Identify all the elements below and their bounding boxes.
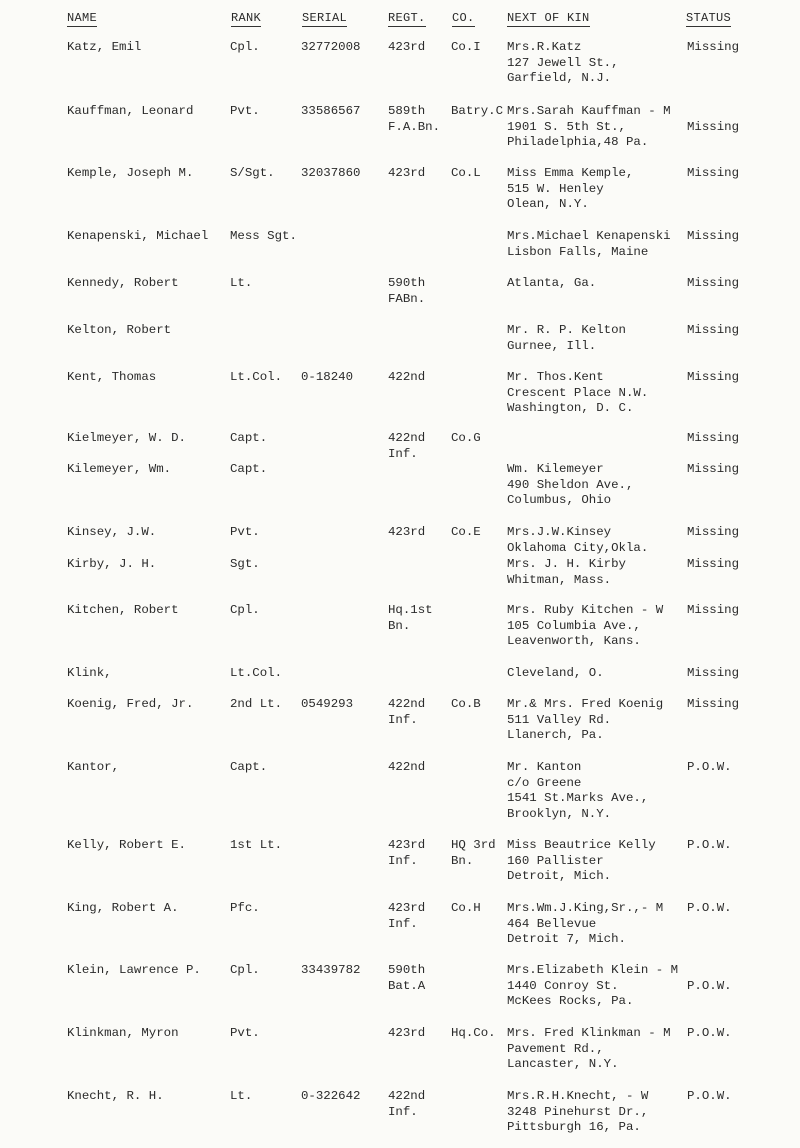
rank-cell: 1st Lt. bbox=[230, 838, 283, 852]
next-of-kin-cell-line: Pavement Rd., bbox=[507, 1041, 604, 1056]
next-of-kin-cell-line: Mrs.Sarah Kauffman - M bbox=[507, 104, 671, 118]
status-cell: P.O.W. bbox=[687, 901, 732, 915]
header-serial: SERIAL bbox=[302, 11, 348, 25]
next-of-kin-cell-line: Garfield, N.J. bbox=[507, 71, 612, 85]
status-cell: Missing bbox=[687, 603, 740, 617]
company-cell-line: HQ 3rd bbox=[451, 838, 496, 852]
company-cell-line: Co.G bbox=[451, 431, 481, 445]
name-cell: Katz, Emil bbox=[67, 40, 142, 54]
regiment-cell bbox=[388, 697, 425, 728]
status-cell: Missing bbox=[687, 370, 740, 384]
name-cell: Kilemeyer, Wm. bbox=[67, 462, 172, 476]
next-of-kin-cell-line: Mrs.Michael Kenapenski bbox=[507, 229, 671, 243]
next-of-kin-cell-line: Mrs.Wm.J.King,Sr.,- M bbox=[507, 901, 664, 915]
next-of-kin-cell bbox=[507, 40, 619, 87]
status-cell: Missing bbox=[687, 229, 740, 243]
name-cell: King, Robert A. bbox=[67, 901, 179, 915]
rank-cell: Pvt. bbox=[230, 525, 260, 539]
next-of-kin-cell bbox=[507, 323, 626, 354]
next-of-kin-cell-line: Brooklyn, N.Y. bbox=[507, 806, 612, 821]
company-cell bbox=[451, 838, 496, 869]
name-cell: Klinkman, Myron bbox=[67, 1026, 179, 1040]
name-cell: Knecht, R. H. bbox=[67, 1089, 164, 1103]
company-cell-line: Batry.C bbox=[451, 104, 504, 118]
company-cell-line: Co.B bbox=[451, 697, 481, 711]
next-of-kin-cell-line: Lisbon Falls, Maine bbox=[507, 244, 649, 259]
header-name: NAME bbox=[67, 11, 98, 25]
regiment-cell-line: 423rd bbox=[388, 40, 426, 54]
next-of-kin-cell bbox=[507, 603, 663, 650]
next-of-kin-cell-line: 464 Bellevue bbox=[507, 916, 597, 931]
next-of-kin-cell-line: McKees Rocks, Pa. bbox=[507, 994, 634, 1008]
company-cell bbox=[451, 1026, 496, 1042]
regiment-cell-line: 422nd bbox=[388, 1089, 426, 1103]
company-cell-line: Co.H bbox=[451, 901, 481, 915]
next-of-kin-cell bbox=[507, 166, 633, 213]
rank-cell: Mess Sgt. bbox=[230, 229, 297, 243]
serial-cell: 33586567 bbox=[301, 104, 361, 118]
name-cell: Koenig, Fred, Jr. bbox=[67, 697, 194, 711]
next-of-kin-cell bbox=[507, 276, 596, 292]
status-cell: Missing bbox=[687, 40, 740, 54]
regiment-cell-line: 423rd bbox=[388, 838, 426, 852]
next-of-kin-cell-line: Whitman, Mass. bbox=[507, 572, 612, 587]
regiment-cell bbox=[388, 838, 425, 869]
name-cell: Kenapenski, Michael bbox=[67, 229, 209, 243]
rank-cell: Capt. bbox=[230, 462, 268, 476]
next-of-kin-cell bbox=[507, 901, 663, 948]
rank-cell: Sgt. bbox=[230, 557, 260, 571]
regiment-cell-line: Inf. bbox=[388, 1104, 418, 1119]
next-of-kin-cell-line: c/o Greene bbox=[507, 775, 582, 790]
company-cell bbox=[451, 901, 481, 917]
next-of-kin-cell-line: 127 Jewell St., bbox=[507, 55, 619, 70]
company-cell bbox=[451, 697, 481, 713]
name-cell: Kirby, J. H. bbox=[67, 557, 157, 571]
rank-cell: 2nd Lt. bbox=[230, 697, 283, 711]
company-cell bbox=[451, 40, 481, 56]
status-cell: P.O.W. bbox=[687, 1026, 732, 1040]
status-cell: Missing bbox=[687, 697, 740, 711]
regiment-cell-line: 590th bbox=[388, 276, 426, 290]
next-of-kin-cell bbox=[507, 370, 648, 417]
next-of-kin-cell-line: Miss Emma Kemple, bbox=[507, 166, 634, 180]
name-cell: Kielmeyer, W. D. bbox=[67, 431, 186, 445]
next-of-kin-cell-line: Detroit 7, Mich. bbox=[507, 932, 626, 946]
name-cell: Kitchen, Robert bbox=[67, 603, 179, 617]
next-of-kin-cell-line: Gurnee, Ill. bbox=[507, 338, 597, 353]
header-co: CO. bbox=[452, 11, 475, 25]
company-cell bbox=[451, 166, 481, 182]
regiment-cell-line: Bat.A bbox=[388, 978, 426, 993]
serial-cell: 0-18240 bbox=[301, 370, 354, 384]
status-cell: P.O.W. bbox=[687, 978, 732, 993]
status-cell: Missing bbox=[687, 557, 740, 571]
next-of-kin-cell-line: Atlanta, Ga. bbox=[507, 276, 597, 290]
name-cell: Kent, Thomas bbox=[67, 370, 157, 384]
next-of-kin-cell-line: Columbus, Ohio bbox=[507, 493, 612, 507]
next-of-kin-cell-line: Mrs.J.W.Kinsey bbox=[507, 525, 612, 539]
status-cell: Missing bbox=[687, 666, 740, 680]
next-of-kin-cell-line: 490 Sheldon Ave., bbox=[507, 477, 634, 492]
regiment-cell-line: 589th bbox=[388, 104, 426, 118]
name-cell: Kelly, Robert E. bbox=[67, 838, 186, 852]
next-of-kin-cell bbox=[507, 104, 671, 151]
company-cell bbox=[451, 525, 481, 541]
next-of-kin-cell-line: Llanerch, Pa. bbox=[507, 728, 604, 742]
regiment-cell-line: Inf. bbox=[388, 916, 418, 931]
name-cell: Klink, bbox=[67, 666, 112, 680]
next-of-kin-cell-line: Mr. R. P. Kelton bbox=[507, 323, 626, 337]
serial-cell: 32037860 bbox=[301, 166, 361, 180]
regiment-cell-line: 422nd bbox=[388, 697, 426, 711]
next-of-kin-cell bbox=[507, 557, 626, 588]
regiment-cell-line: 422nd bbox=[388, 370, 426, 384]
serial-cell: 33439782 bbox=[301, 963, 361, 977]
header-next-of-kin: NEXT OF KIN bbox=[507, 11, 590, 25]
next-of-kin-cell-line: Mr. Kanton bbox=[507, 760, 582, 774]
regiment-cell bbox=[388, 1026, 425, 1042]
next-of-kin-cell-line: 160 Pallister bbox=[507, 853, 604, 868]
regiment-cell-line: 590th bbox=[388, 963, 426, 977]
next-of-kin-cell-line: Lancaster, N.Y. bbox=[507, 1057, 619, 1071]
name-cell: Klein, Lawrence P. bbox=[67, 963, 201, 977]
regiment-cell bbox=[388, 370, 425, 386]
regiment-cell-line: Hq.1st bbox=[388, 603, 433, 617]
rank-cell: Pvt. bbox=[230, 104, 260, 118]
next-of-kin-cell-line: Detroit, Mich. bbox=[507, 869, 612, 883]
next-of-kin-cell-line: Mrs. Fred Klinkman - M bbox=[507, 1026, 671, 1040]
regiment-cell bbox=[388, 276, 425, 307]
next-of-kin-cell bbox=[507, 697, 663, 744]
status-cell: Missing bbox=[687, 462, 740, 476]
next-of-kin-cell bbox=[507, 1089, 648, 1136]
next-of-kin-cell bbox=[507, 525, 648, 556]
name-cell: Kelton, Robert bbox=[67, 323, 172, 337]
regiment-cell-line: 422nd bbox=[388, 760, 426, 774]
next-of-kin-cell bbox=[507, 462, 633, 509]
next-of-kin-cell-line: Wm. Kilemeyer bbox=[507, 462, 604, 476]
next-of-kin-cell-line: Oklahoma City,Okla. bbox=[507, 540, 649, 555]
rank-cell: Cpl. bbox=[230, 963, 260, 977]
regiment-cell bbox=[388, 104, 440, 135]
status-cell: Missing bbox=[687, 323, 740, 337]
status-cell: P.O.W. bbox=[687, 838, 732, 852]
next-of-kin-cell-line: Washington, D. C. bbox=[507, 401, 634, 415]
next-of-kin-cell-line: Leavenworth, Kans. bbox=[507, 634, 641, 648]
rank-cell: Lt. bbox=[230, 276, 253, 290]
status-cell: Missing bbox=[687, 525, 740, 539]
next-of-kin-cell-line: Mrs. J. H. Kirby bbox=[507, 557, 626, 571]
status-cell: Missing bbox=[687, 119, 740, 134]
regiment-cell-line: FABn. bbox=[388, 291, 426, 306]
rank-cell: Lt. bbox=[230, 1089, 253, 1103]
status-cell: Missing bbox=[687, 166, 740, 180]
regiment-cell bbox=[388, 525, 425, 541]
company-cell-line: Co.L bbox=[451, 166, 481, 180]
next-of-kin-cell-line: Crescent Place N.W. bbox=[507, 385, 649, 400]
company-cell-line: Hq.Co. bbox=[451, 1026, 496, 1040]
next-of-kin-cell-line: Pittsburgh 16, Pa. bbox=[507, 1120, 641, 1134]
regiment-cell bbox=[388, 40, 425, 56]
regiment-cell-line: 423rd bbox=[388, 901, 426, 915]
next-of-kin-cell-line: 1901 S. 5th St., bbox=[507, 119, 626, 134]
header-status: STATUS bbox=[686, 11, 732, 25]
status-cell: Missing bbox=[687, 431, 740, 445]
next-of-kin-cell-line: 1541 St.Marks Ave., bbox=[507, 791, 649, 805]
name-cell: Kennedy, Robert bbox=[67, 276, 179, 290]
next-of-kin-cell bbox=[507, 760, 648, 822]
company-cell-line: Co.E bbox=[451, 525, 481, 539]
rank-cell: Cpl. bbox=[230, 603, 260, 617]
next-of-kin-cell-line: Mr. Thos.Kent bbox=[507, 370, 604, 384]
regiment-cell bbox=[388, 760, 425, 776]
rank-cell: S/Sgt. bbox=[230, 166, 275, 180]
next-of-kin-cell-line: Olean, N.Y. bbox=[507, 197, 589, 211]
next-of-kin-cell bbox=[507, 963, 678, 1010]
status-cell: P.O.W. bbox=[687, 760, 732, 774]
regiment-cell-line: 423rd bbox=[388, 166, 426, 180]
next-of-kin-cell-line: Mrs.Elizabeth Klein - M bbox=[507, 963, 679, 977]
next-of-kin-cell-line: Mr.& Mrs. Fred Koenig bbox=[507, 697, 664, 711]
company-cell bbox=[451, 104, 503, 120]
header-rank: RANK bbox=[231, 11, 262, 25]
status-cell: P.O.W. bbox=[687, 1089, 732, 1103]
regiment-cell-line: Inf. bbox=[388, 712, 418, 727]
company-cell bbox=[451, 431, 481, 447]
next-of-kin-cell-line: Cleveland, O. bbox=[507, 666, 604, 680]
next-of-kin-cell bbox=[507, 666, 604, 682]
next-of-kin-cell-line: 3248 Pinehurst Dr., bbox=[507, 1104, 649, 1119]
company-cell-line: Bn. bbox=[451, 853, 474, 868]
rank-cell: Lt.Col. bbox=[230, 370, 283, 384]
serial-cell: 0549293 bbox=[301, 697, 354, 711]
name-cell: Kemple, Joseph M. bbox=[67, 166, 194, 180]
regiment-cell bbox=[388, 963, 425, 994]
regiment-cell-line: Inf. bbox=[388, 853, 418, 868]
name-cell: Kantor, bbox=[67, 760, 120, 774]
regiment-cell-line: Bn. bbox=[388, 618, 411, 633]
next-of-kin-cell-line: 511 Valley Rd. bbox=[507, 712, 612, 727]
next-of-kin-cell-line: Mrs.R.Katz bbox=[507, 40, 582, 54]
regiment-cell-line: F.A.Bn. bbox=[388, 119, 441, 134]
next-of-kin-cell-line: 515 W. Henley bbox=[507, 181, 604, 196]
next-of-kin-cell bbox=[507, 838, 656, 885]
serial-cell: 0-322642 bbox=[301, 1089, 361, 1103]
next-of-kin-cell-line: 105 Columbia Ave., bbox=[507, 618, 641, 633]
next-of-kin-cell-line: Philadelphia,48 Pa. bbox=[507, 135, 649, 149]
next-of-kin-cell-line: 1440 Conroy St. bbox=[507, 978, 619, 993]
header-regt: REGT. bbox=[388, 11, 426, 25]
regiment-cell-line: Inf. bbox=[388, 446, 418, 461]
company-cell-line: Co.I bbox=[451, 40, 481, 54]
regiment-cell-line: 423rd bbox=[388, 1026, 426, 1040]
next-of-kin-cell-line: Mrs. Ruby Kitchen - W bbox=[507, 603, 664, 617]
regiment-cell bbox=[388, 901, 425, 932]
regiment-cell-line: 422nd bbox=[388, 431, 426, 445]
regiment-cell bbox=[388, 431, 425, 462]
next-of-kin-cell bbox=[507, 1026, 671, 1073]
serial-cell: 32772008 bbox=[301, 40, 361, 54]
rank-cell: Capt. bbox=[230, 431, 268, 445]
rank-cell: Pfc. bbox=[230, 901, 260, 915]
next-of-kin-cell bbox=[507, 229, 671, 260]
rank-cell: Pvt. bbox=[230, 1026, 260, 1040]
regiment-cell bbox=[388, 166, 425, 182]
name-cell: Kauffman, Leonard bbox=[67, 104, 194, 118]
rank-cell: Lt.Col. bbox=[230, 666, 283, 680]
status-cell: Missing bbox=[687, 276, 740, 290]
rank-cell: Capt. bbox=[230, 760, 268, 774]
next-of-kin-cell-line: Mrs.R.H.Knecht, - W bbox=[507, 1089, 649, 1103]
next-of-kin-cell-line: Miss Beautrice Kelly bbox=[507, 838, 656, 852]
name-cell: Kinsey, J.W. bbox=[67, 525, 157, 539]
regiment-cell bbox=[388, 603, 433, 634]
regiment-cell bbox=[388, 1089, 425, 1120]
rank-cell: Cpl. bbox=[230, 40, 260, 54]
regiment-cell-line: 423rd bbox=[388, 525, 426, 539]
